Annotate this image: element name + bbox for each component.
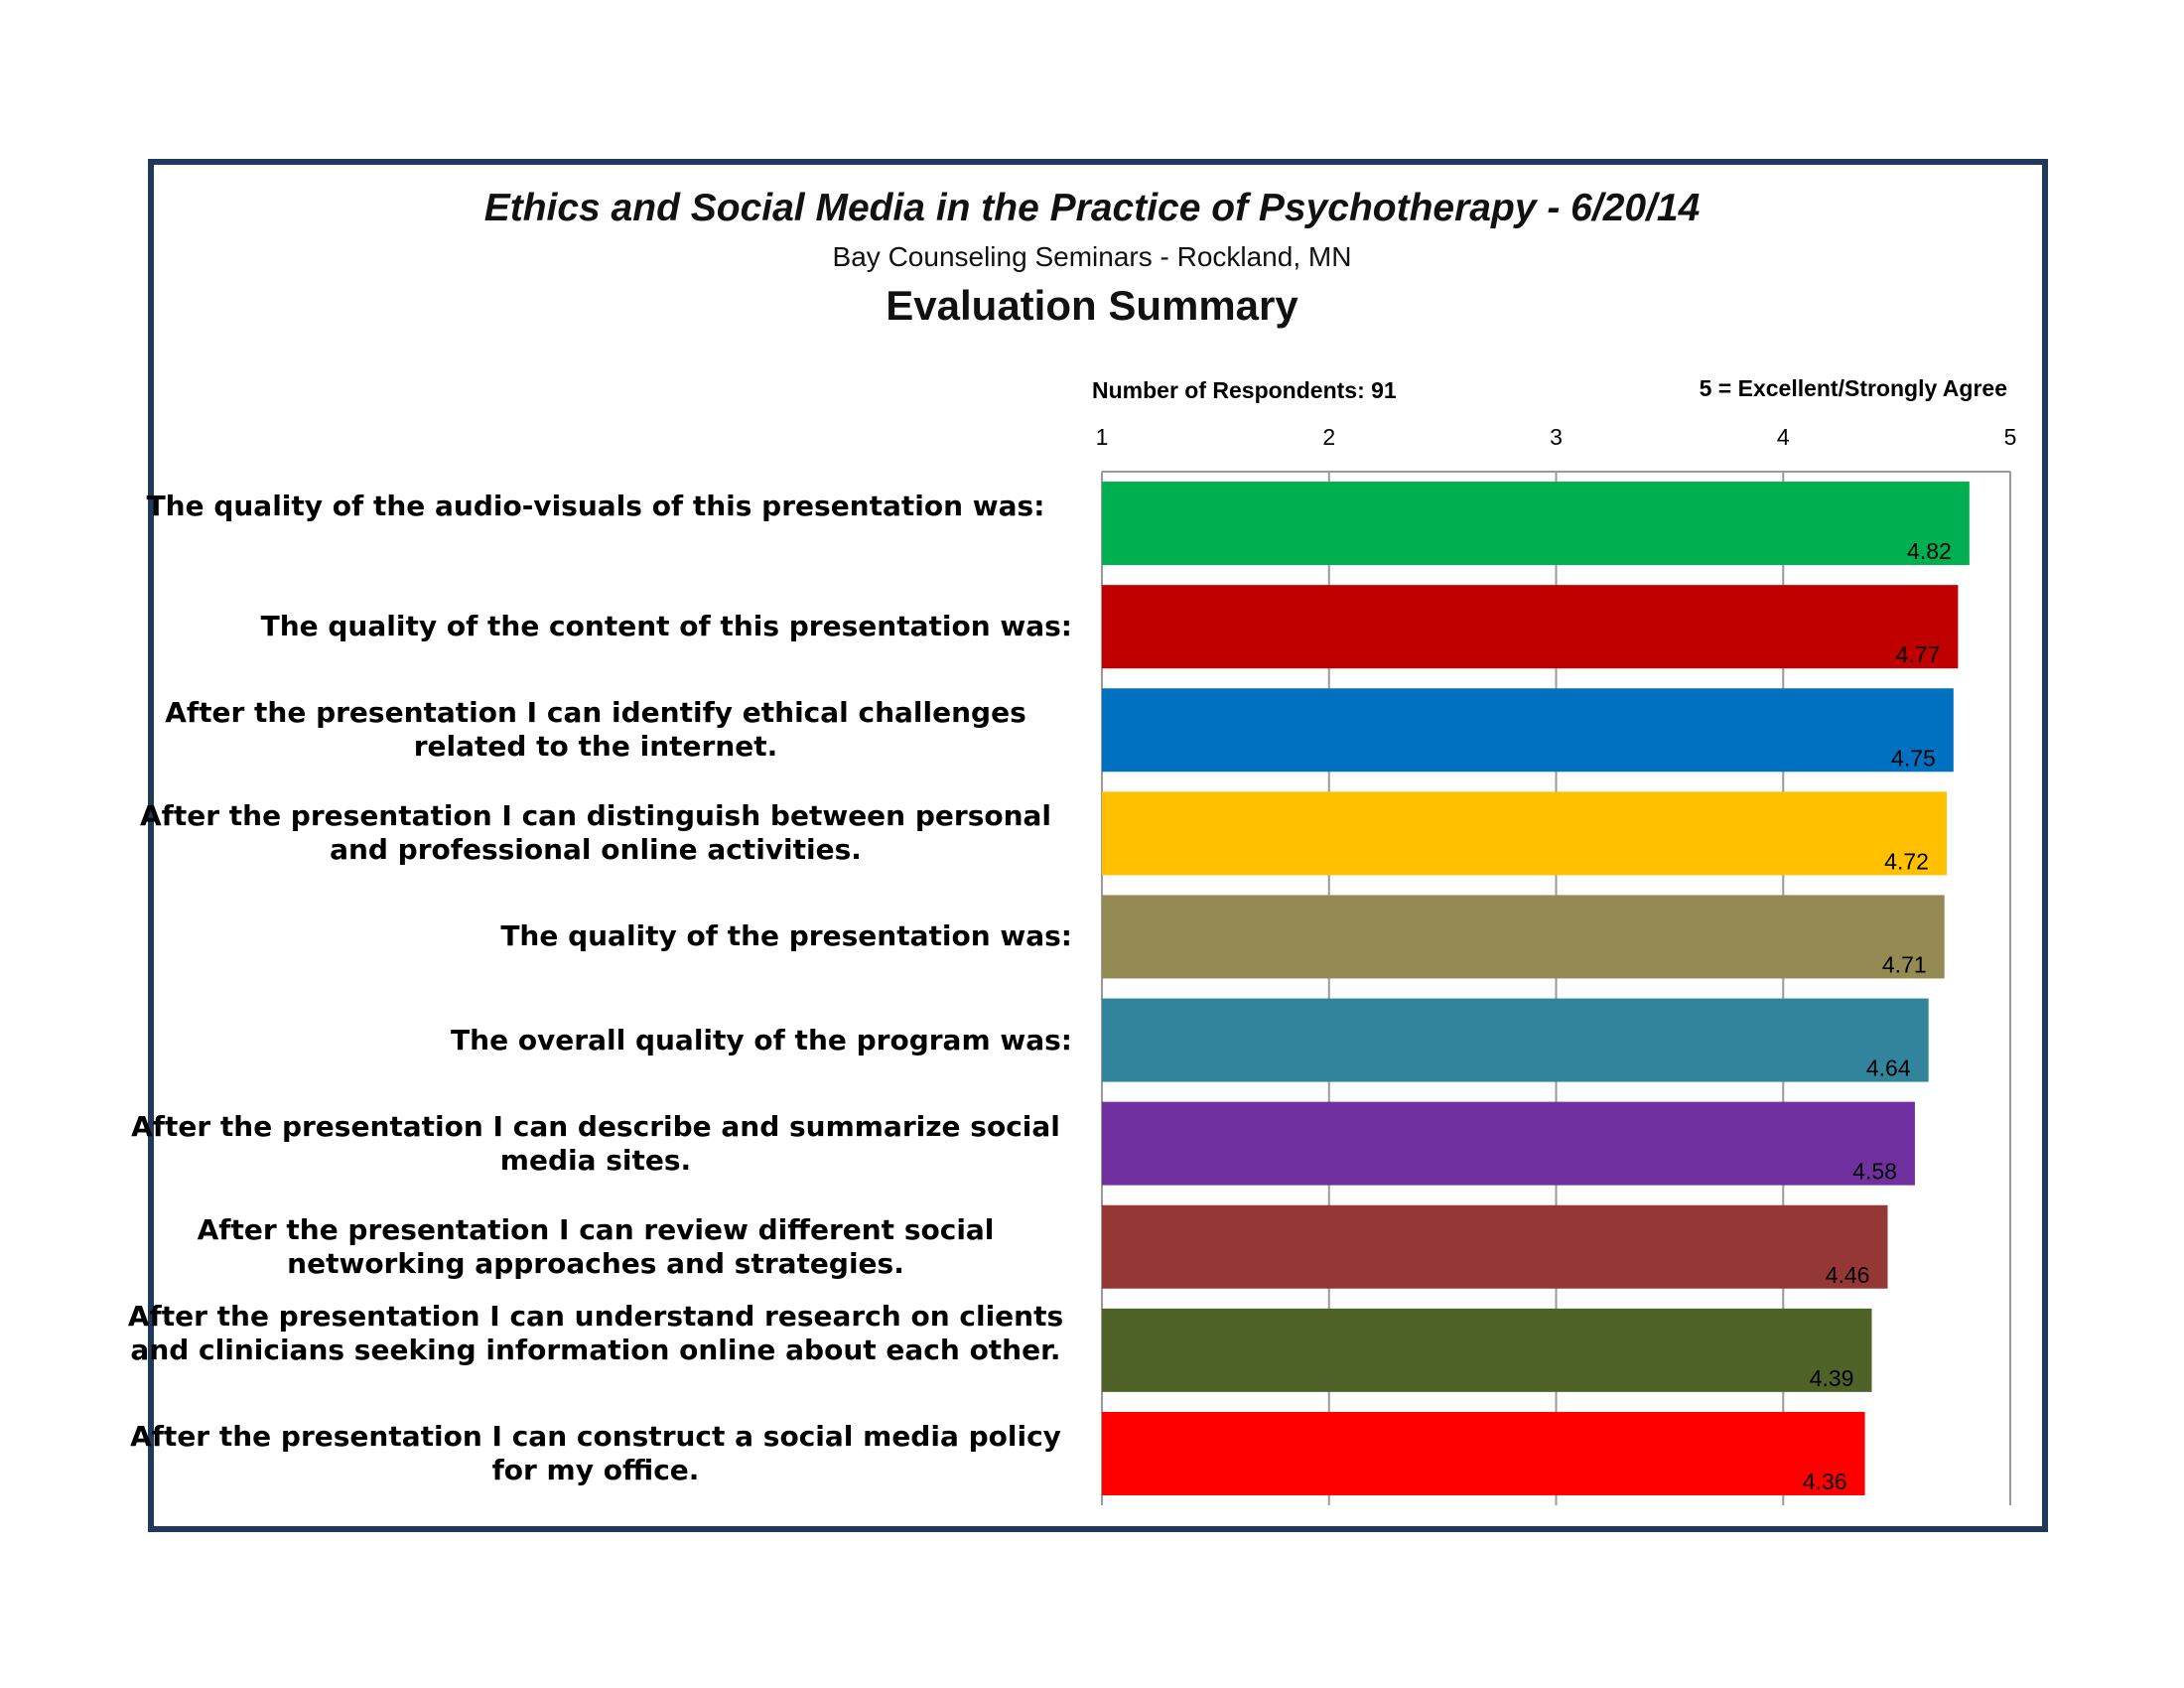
- category-label-10: After the presentation I can construct a social media policy for my office.: [130, 1419, 1061, 1486]
- respondents-note: Number of Respondents: 91: [1092, 377, 1397, 403]
- value-label-2: 4.77: [1895, 641, 1941, 668]
- scale-note: 5 = Excellent/Strongly Agree: [1699, 375, 2007, 401]
- value-label-1: 4.82: [1907, 538, 1952, 565]
- category-label-4: After the presentation I can distinguish between personal and professional online activities.: [139, 799, 1052, 867]
- bar-7: [1102, 1102, 1915, 1186]
- bar-1: [1102, 482, 1970, 565]
- bar-5: [1102, 895, 1945, 978]
- bar-3: [1102, 688, 1954, 772]
- value-label-8: 4.46: [1825, 1261, 1870, 1288]
- bar-9: [1102, 1309, 1871, 1392]
- category-label-7: After the presentation I can describe and summarize social media sites.: [131, 1109, 1060, 1177]
- x-tick-label-5: 5: [2003, 424, 2017, 450]
- bar-4: [1102, 791, 1947, 875]
- value-label-10: 4.36: [1802, 1468, 1847, 1494]
- category-label-6: The overall quality of the program was:: [451, 1023, 1072, 1056]
- x-tick-label-3: 3: [1550, 424, 1563, 450]
- bar-2: [1102, 585, 1958, 668]
- value-label-3: 4.75: [1891, 745, 1936, 772]
- category-label-9: After the presentation I can understand research on clients and clinicians seeking information online about each other.: [127, 1299, 1064, 1366]
- value-label-4: 4.72: [1884, 848, 1929, 875]
- value-label-9: 4.39: [1809, 1364, 1854, 1391]
- category-label-5: The quality of the presentation was:: [500, 919, 1072, 953]
- category-label-1: The quality of the audio-visuals of this presentation was:: [146, 490, 1045, 523]
- bar-8: [1102, 1205, 1887, 1289]
- x-tick-label-4: 4: [1776, 424, 1790, 450]
- category-label-3: After the presentation I can identify ethical challenges related to the internet.: [165, 696, 1026, 764]
- value-label-6: 4.64: [1865, 1055, 1911, 1081]
- category-label-8: After the presentation I can review different social networking approaches and strategies.: [197, 1212, 995, 1280]
- x-tick-label-1: 1: [1095, 424, 1109, 450]
- chart-subtitle: Bay Counseling Seminars - Rockland, MN: [832, 241, 1352, 272]
- x-tick-label-2: 2: [1322, 424, 1336, 450]
- bar-6: [1102, 999, 1929, 1082]
- chart-title: Ethics and Social Media in the Practice of Psychotherapy - 6/20/14: [483, 187, 1701, 229]
- value-label-7: 4.58: [1852, 1158, 1897, 1185]
- evaluation-heading: Evaluation Summary: [886, 282, 1298, 329]
- category-label-2: The quality of the content of this presentation was:: [260, 610, 1072, 643]
- value-label-5: 4.71: [1881, 951, 1927, 978]
- bar-10: [1102, 1412, 1865, 1495]
